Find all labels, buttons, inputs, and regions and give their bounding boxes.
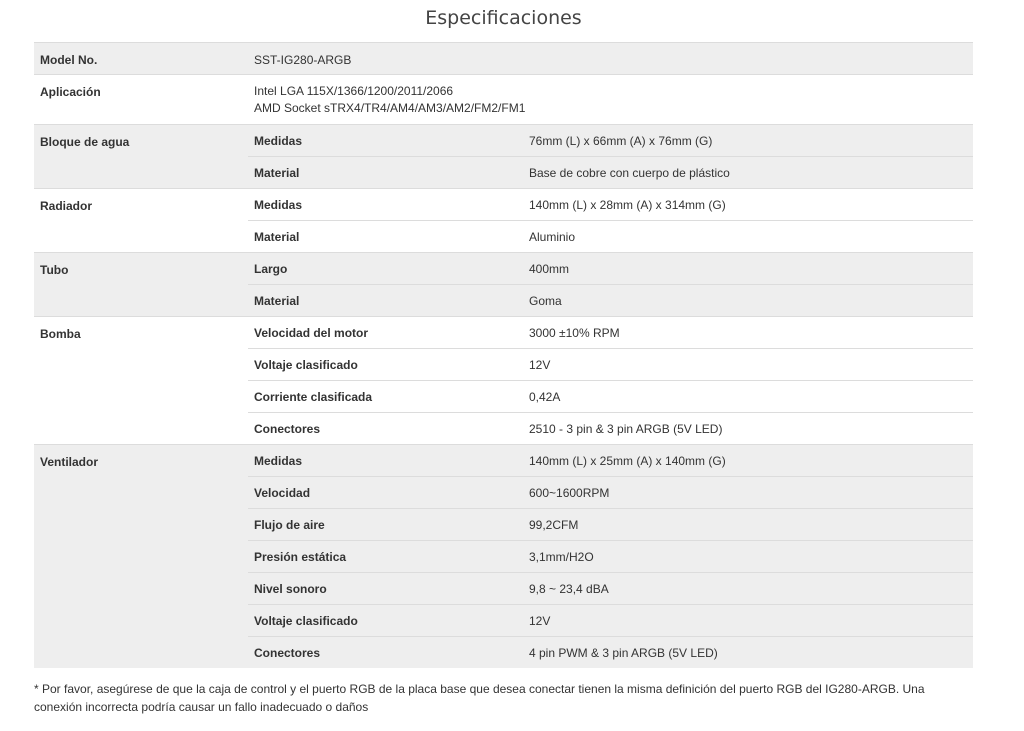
- spec-group: [34, 316, 973, 444]
- spec-value: 0,42A: [529, 389, 561, 404]
- spec-value: 3,1mm/H2O: [529, 549, 594, 564]
- spec-row: [248, 412, 973, 444]
- spec-label: Largo: [254, 261, 288, 276]
- spec-label: Flujo de aire: [254, 517, 325, 532]
- spec-value-line: AMD Socket sTRX4/TR4/AM4/AM3/AM2/FM2/FM1: [254, 101, 526, 115]
- spec-row: [248, 156, 973, 188]
- spec-value-line: Intel LGA 115X/1366/1200/2011/2066: [254, 84, 454, 98]
- spec-label: Velocidad del motor: [254, 325, 369, 340]
- spec-label: Conectores: [254, 421, 321, 436]
- spec-row: [248, 316, 973, 348]
- spec-label: Voltaje clasificado: [254, 357, 358, 372]
- spec-value: Aluminio: [529, 229, 576, 244]
- spec-category: Model No.: [40, 53, 98, 67]
- spec-group: [34, 252, 973, 316]
- spec-value: 3000 ±10% RPM: [529, 325, 620, 340]
- spec-label: Presión estática: [254, 549, 347, 564]
- spec-value: 76mm (L) x 66mm (A) x 76mm (G): [529, 133, 713, 148]
- spec-value: 600~1600RPM: [529, 485, 610, 500]
- spec-row: [248, 188, 973, 220]
- spec-value: 99,2CFM: [529, 517, 579, 532]
- spec-category: Ventilador: [34, 444, 248, 668]
- spec-category: Tubo: [34, 252, 248, 316]
- spec-row: [248, 444, 973, 476]
- spec-group: [34, 188, 973, 252]
- spec-row: [248, 284, 973, 316]
- spec-category: Bomba: [34, 316, 248, 444]
- spec-label: Velocidad: [254, 485, 311, 500]
- spec-group: [34, 444, 973, 668]
- spec-value: 9,8 ~ 23,4 dBA: [529, 581, 609, 596]
- spec-row: [248, 636, 973, 668]
- spec-label: Material: [254, 293, 300, 308]
- spec-table: [34, 42, 973, 668]
- spec-category: Radiador: [34, 188, 248, 252]
- spec-value: 12V: [529, 357, 551, 372]
- spec-label: Material: [254, 165, 300, 180]
- spec-category: Aplicación: [40, 85, 101, 99]
- spec-row-model: [34, 42, 973, 74]
- spec-label: Voltaje clasificado: [254, 613, 358, 628]
- spec-label: Material: [254, 229, 300, 244]
- spec-label: Medidas: [254, 453, 303, 468]
- spec-label: Medidas: [254, 133, 303, 148]
- spec-label: Conectores: [254, 645, 321, 660]
- spec-category: Bloque de agua: [34, 124, 248, 188]
- spec-label: Corriente clasificada: [254, 389, 373, 404]
- spec-row: [248, 252, 973, 284]
- spec-row-application: [34, 74, 973, 124]
- spec-value: 140mm (L) x 28mm (A) x 314mm (G): [529, 197, 726, 212]
- spec-value: 2510 - 3 pin & 3 pin ARGB (5V LED): [529, 421, 723, 436]
- spec-row: [248, 380, 973, 412]
- spec-value: 400mm: [529, 261, 570, 276]
- spec-row: [248, 540, 973, 572]
- footnote: * Por favor, asegúrese de que la caja de control y el puerto RGB de la placa base que desea conectar tienen la misma definición del puerto RGB del IG280-ARGB. Una conexión incorrecta podría causar un fallo inadecuado o daños: [34, 682, 925, 714]
- spec-value: [248, 75, 973, 124]
- spec-row: [248, 572, 973, 604]
- spec-value: 12V: [529, 613, 551, 628]
- spec-groups: [34, 124, 973, 668]
- spec-row: [248, 604, 973, 636]
- spec-value: 4 pin PWM & 3 pin ARGB (5V LED): [529, 645, 718, 660]
- spec-label: Nivel sonoro: [254, 581, 327, 596]
- spec-value: 140mm (L) x 25mm (A) x 140mm (G): [529, 453, 726, 468]
- spec-value: SST-IG280-ARGB: [254, 53, 352, 67]
- spec-row: [248, 348, 973, 380]
- spec-label: Medidas: [254, 197, 303, 212]
- spec-value: Goma: [529, 293, 562, 308]
- spec-row: [248, 124, 973, 156]
- spec-row: [248, 220, 973, 252]
- spec-value: Base de cobre con cuerpo de plástico: [529, 165, 730, 180]
- spec-row: [248, 508, 973, 540]
- spec-row: [248, 476, 973, 508]
- page-title: Especificaciones: [425, 7, 582, 29]
- spec-group: [34, 124, 973, 188]
